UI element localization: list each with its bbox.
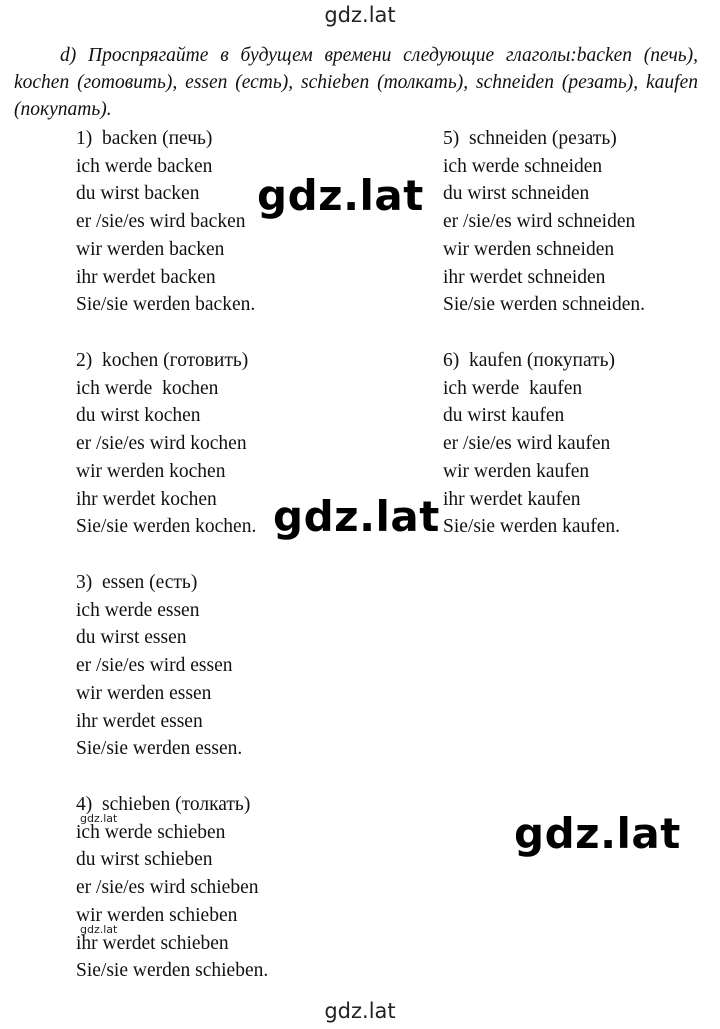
- conjugation-heading: [443, 125, 703, 153]
- conjugation-line: er /sie/es wird backen: [76, 211, 246, 233]
- conjugation-line: wir werden schieben: [76, 904, 238, 926]
- verb-heading: kaufen (покупать): [469, 350, 616, 371]
- conjugation-line: ihr werdet kochen: [76, 488, 217, 510]
- conjugation-line: er /sie/es wird essen: [76, 655, 233, 677]
- conjugation-line: wir werden essen: [76, 682, 212, 704]
- site-header: gdz.lat: [324, 3, 396, 27]
- conjugation-heading: [76, 791, 436, 819]
- conjugation-heading: [76, 569, 436, 597]
- verb-heading: schieben (толкать): [102, 794, 251, 815]
- conjugation-line: ich werde schieben: [76, 821, 226, 843]
- conjugation-line: ihr werdet schneiden: [443, 266, 606, 288]
- verb-heading: kochen (готовить): [102, 350, 249, 371]
- watermark-large: gdz.lat: [257, 171, 424, 220]
- item-number: 2): [76, 350, 93, 371]
- conjugation-line: du wirst kaufen: [443, 405, 565, 427]
- conjugation-line: du wirst schieben: [76, 849, 213, 871]
- conjugation-line: ihr werdet schieben: [76, 932, 229, 954]
- conjugation-line: er /sie/es wird schneiden: [443, 211, 636, 233]
- conjugation-block-schieben: [76, 791, 436, 985]
- verb-heading: essen (есть): [102, 572, 198, 593]
- conjugation-line: ich werde kochen: [76, 377, 219, 399]
- verb-heading: backen (печь): [102, 128, 213, 149]
- conjugation-line: Sie/sie werden kaufen.: [443, 516, 621, 538]
- conjugation-line: ihr werdet essen: [76, 710, 203, 732]
- watermark-small: gdz.lat: [80, 812, 118, 825]
- conjugation-line: du wirst kochen: [76, 405, 201, 427]
- conjugation-block-backen: [76, 125, 436, 319]
- item-number: 6): [443, 350, 460, 371]
- item-number: 4): [76, 794, 93, 815]
- conjugation-line: Sie/sie werden backen.: [76, 294, 256, 316]
- conjugation-line: wir werden kaufen: [443, 460, 590, 482]
- conjugation-line: Sie/sie werden schieben.: [76, 960, 269, 982]
- conjugation-line: wir werden schneiden: [443, 238, 615, 260]
- conjugation-line: du wirst schneiden: [443, 183, 590, 205]
- conjugation-block-kaufen: [443, 347, 703, 541]
- conjugation-line: er /sie/es wird kochen: [76, 433, 247, 455]
- watermark-large: gdz.lat: [514, 809, 681, 858]
- conjugation-line: Sie/sie werden essen.: [76, 738, 243, 760]
- conjugation-block-schneiden: [443, 125, 703, 319]
- conjugation-line: ich werde kaufen: [443, 377, 583, 399]
- verb-heading: schneiden (резать): [469, 128, 617, 149]
- conjugation-line: ich werde essen: [76, 599, 200, 621]
- item-number: 3): [76, 572, 93, 593]
- conjugation-line: du wirst backen: [76, 183, 200, 205]
- conjugation-line: wir werden backen: [76, 238, 225, 260]
- conjugation-line: Sie/sie werden schneiden.: [443, 294, 645, 316]
- watermark-small: gdz.lat: [80, 923, 118, 936]
- conjugation-line: er /sie/es wird kaufen: [443, 433, 611, 455]
- conjugation-line: Sie/sie werden kochen.: [76, 516, 257, 538]
- conjugation-line: ich werde backen: [76, 155, 213, 177]
- item-number: 5): [443, 128, 460, 149]
- item-number: 1): [76, 128, 93, 149]
- watermark-large: gdz.lat: [273, 492, 440, 541]
- conjugation-line: ich werde schneiden: [443, 155, 603, 177]
- task-instruction: d) Проспрягайте в будущем времени следующие глаголы:backen (печь), kochen (готовить), essen (есть), schieben (толкать), schneiden (резать), kaufen (покупать).: [14, 45, 698, 120]
- conjugation-line: ihr werdet backen: [76, 266, 216, 288]
- conjugation-line: er /sie/es wird schieben: [76, 877, 259, 899]
- conjugation-line: ihr werdet kaufen: [443, 488, 581, 510]
- conjugation-block-essen: [76, 569, 436, 763]
- conjugation-heading: [443, 347, 703, 375]
- conjugation-heading: [76, 347, 436, 375]
- site-footer: gdz.lat: [324, 999, 396, 1023]
- conjugation-line: du wirst essen: [76, 627, 187, 649]
- conjugation-line: wir werden kochen: [76, 460, 226, 482]
- conjugation-heading: [76, 125, 436, 153]
